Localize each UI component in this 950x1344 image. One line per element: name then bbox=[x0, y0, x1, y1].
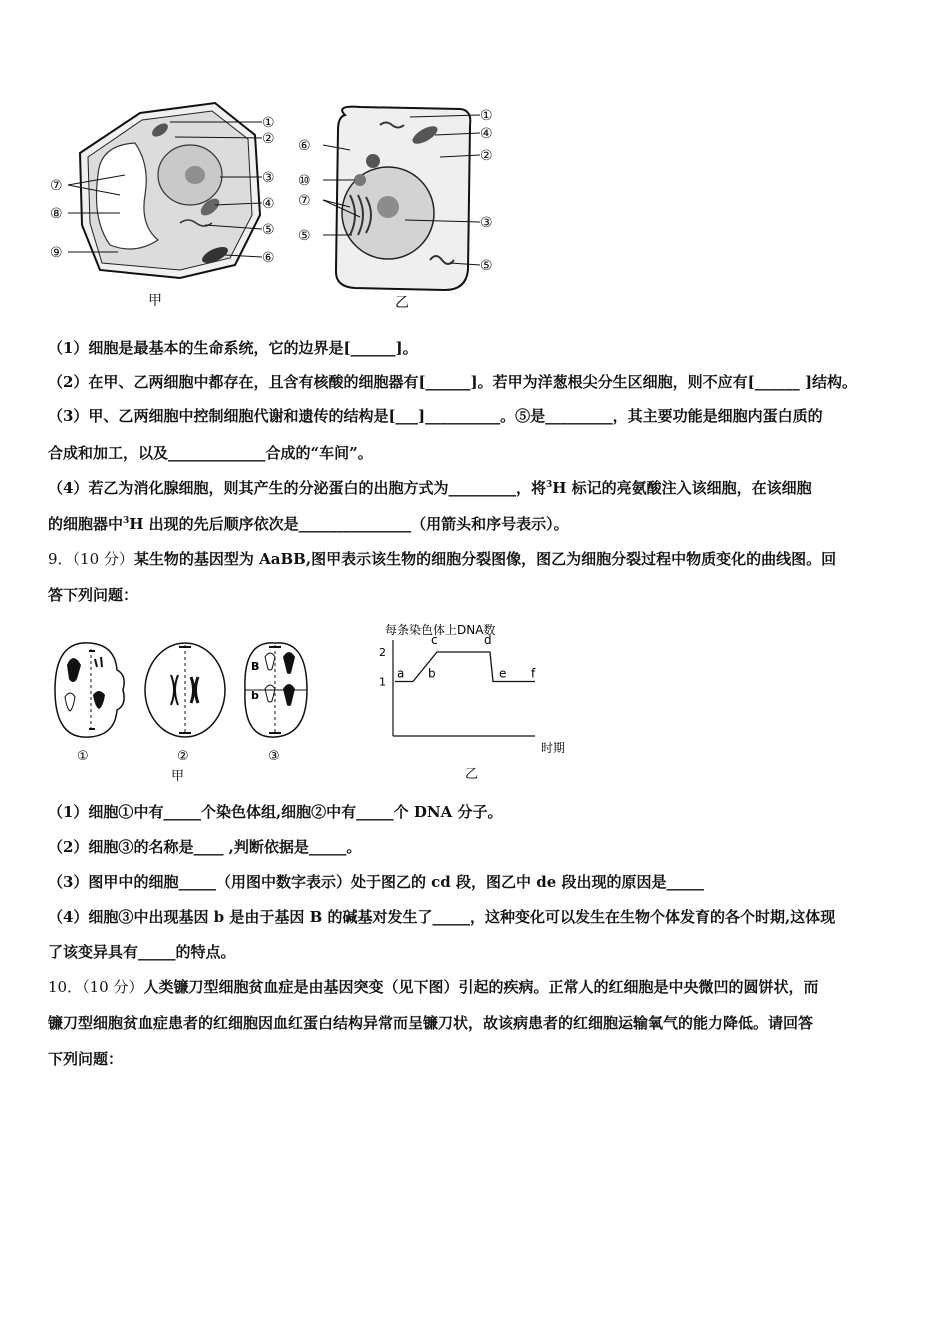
q9-item-4-cont: 了该变异具有_____的特点。 bbox=[48, 943, 236, 961]
point-label-d: d bbox=[484, 633, 492, 647]
plant-callout: ④ bbox=[262, 196, 275, 212]
plant-callout: ② bbox=[262, 131, 275, 147]
q8-item-1: （1）细胞是最基本的生命系统，它的边界是[______]。 bbox=[48, 339, 418, 357]
animal-callout: ⑤ bbox=[480, 258, 493, 274]
q9-item-3: （3）图甲中的细胞_____（用图中数字表示）处于图乙的 cd 段，图乙中 de 段出现的原因是_____ bbox=[48, 873, 704, 891]
animal-callout: ④ bbox=[480, 126, 493, 142]
q8-item-3: （3）甲、乙两细胞中控制细胞代谢和遗传的结构是[___]__________。⑤是_________，其主要功能是细胞内蛋白质的 bbox=[48, 407, 823, 425]
q10-stem-cont-1: 镰刀型细胞贫血症患者的红细胞因血红蛋白结构异常而呈镰刀状，故该病患者的红细胞运输氧气的能力降低。请回答 bbox=[48, 1014, 814, 1032]
q8-item-4-cont: 的细胞器中$^3$H 出现的先后顺序依次是_______________（用箭头和序号表示）。 bbox=[48, 515, 569, 533]
cell-3-label: ③ bbox=[268, 749, 280, 764]
q8-item-3-cont: 合成和加工，以及_____________合成的“车间”。 bbox=[48, 444, 373, 462]
plant-callout: ③ bbox=[262, 170, 275, 186]
point-label-a: a bbox=[397, 666, 405, 681]
cell-structure-figure bbox=[40, 95, 520, 320]
cell-1-diagram bbox=[55, 643, 124, 737]
gene-b-label: b bbox=[251, 689, 259, 702]
plant-callout: ⑦ bbox=[50, 178, 63, 194]
chart-ylabel: 每条染色体上DNA数 bbox=[385, 623, 496, 637]
plant-callout: ⑥ bbox=[262, 250, 275, 266]
cell-2-label: ② bbox=[177, 749, 189, 764]
figure-yi-label: 乙 bbox=[465, 767, 479, 782]
cell-1-label: ① bbox=[77, 749, 89, 764]
animal-callout: ⑩ bbox=[298, 173, 311, 189]
q10-stem-cont-2: 下列问题： bbox=[48, 1050, 124, 1068]
q9-item-2: （2）细胞③的名称是____ ,判断依据是_____。 bbox=[48, 838, 362, 856]
animal-callout: ② bbox=[480, 148, 493, 164]
y-tick-label: 1 bbox=[379, 675, 386, 689]
plant-callout: ⑤ bbox=[262, 222, 275, 238]
animal-cell-label: 乙 bbox=[395, 295, 409, 311]
q9-stem-cont: 答下列问题： bbox=[48, 586, 139, 604]
plant-callout: ⑧ bbox=[50, 206, 63, 222]
point-label-e: e bbox=[499, 666, 507, 681]
point-label-f: f bbox=[531, 666, 536, 681]
animal-callout: ⑤ bbox=[298, 228, 311, 244]
plant-callout: ⑨ bbox=[50, 245, 63, 261]
cell-3-diagram bbox=[245, 643, 307, 737]
animal-callout: ③ bbox=[480, 215, 493, 231]
animal-callout: ⑥ bbox=[298, 138, 311, 154]
q9-item-4: （4）细胞③中出现基因 b 是由于基因 B 的碱基对发生了_____，这种变化可以发生在生物个体发育的各个时期,这体现 bbox=[48, 908, 836, 926]
q8-item-4: （4）若乙为消化腺细胞，则其产生的分泌蛋白的出胞方式为_________，将$^3$H 标记的亮氨酸注入该细胞，在该细胞 bbox=[48, 479, 812, 497]
point-label-b: b bbox=[428, 666, 436, 681]
cell-division-figure bbox=[45, 635, 325, 785]
animal-callout: ① bbox=[480, 108, 493, 124]
y-tick-label: 2 bbox=[379, 646, 386, 659]
figure-jia-label: 甲 bbox=[171, 769, 185, 784]
q9-stem: 9．（10 分）某生物的基因型为 AaBB,图甲表示该生物的细胞分裂图像，图乙为细胞分裂过程中物质变化的曲线图。回 bbox=[48, 550, 837, 568]
gene-B-label: B bbox=[251, 660, 260, 673]
dna-per-chromosome-chart bbox=[355, 618, 595, 788]
dna-series-line bbox=[395, 652, 535, 682]
plant-cell-label: 甲 bbox=[148, 293, 162, 309]
point-label-c: c bbox=[431, 633, 438, 647]
q8-item-2: （2）在甲、乙两细胞中都存在，且含有核酸的细胞器有[______]。若甲为洋葱根尖分生区细胞，则不应有[______ ]结构。 bbox=[48, 373, 858, 391]
q9-item-1: （1）细胞①中有_____个染色体组,细胞②中有_____个 DNA 分子。 bbox=[48, 803, 503, 821]
chart-xlabel: 时期 bbox=[541, 741, 566, 755]
animal-callout: ⑦ bbox=[298, 193, 311, 209]
cell-2-diagram bbox=[145, 643, 225, 737]
plant-callout: ① bbox=[262, 115, 275, 131]
q10-stem: 10．（10 分）人类镰刀型细胞贫血症是由基因突变（见下图）引起的疾病。正常人的红细胞是中央微凹的圆饼状，而 bbox=[48, 978, 819, 996]
